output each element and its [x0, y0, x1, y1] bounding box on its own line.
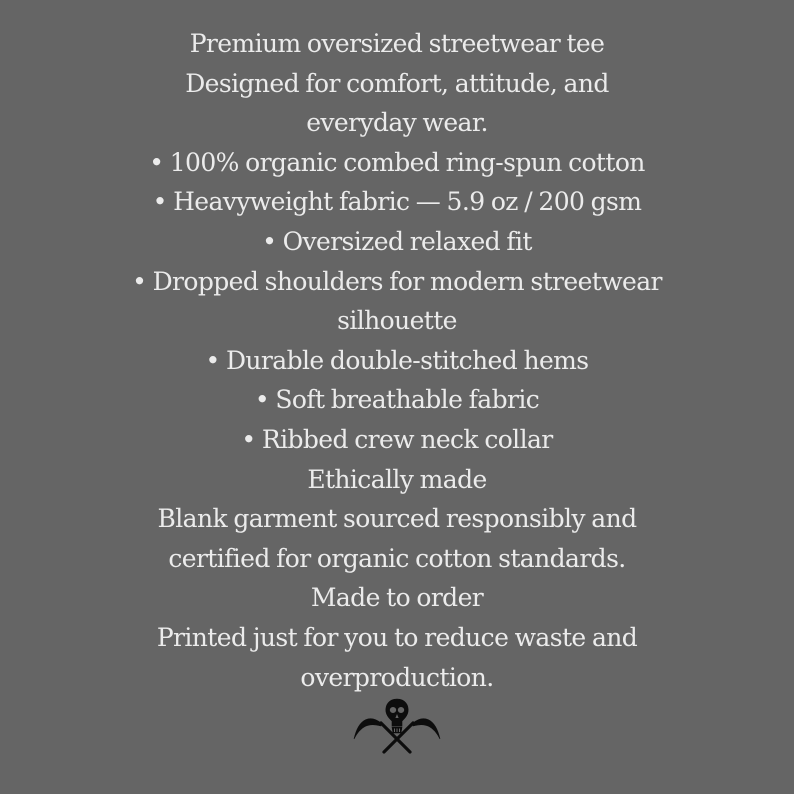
feature-bullet: • Soft breathable fabric — [254, 385, 540, 415]
feature-bullet: • Dropped shoulders for modern streetwear — [132, 266, 662, 296]
section-heading-ethically-made: Ethically made — [307, 464, 487, 494]
description-line-title: Premium oversized streetwear tee — [189, 29, 605, 58]
feature-bullet: • Heavyweight fabric — 5.9 oz / 200 gsm — [152, 187, 642, 217]
section-heading-made-to-order: Made to order — [310, 583, 484, 613]
description-line: Printed just for you to reduce waste and — [156, 622, 638, 652]
description-line: overproduction. — [300, 662, 494, 692]
description-line: certified for organic cotton standards. — [168, 543, 626, 573]
feature-bullet: • Ribbed crew neck collar — [241, 424, 553, 454]
feature-bullet-continuation: silhouette — [337, 306, 457, 336]
feature-bullet: • Oversized relaxed fit — [262, 226, 532, 256]
description-line: Blank garment sourced responsibly and — [157, 504, 637, 534]
feature-bullet: • Durable double-stitched hems — [205, 345, 589, 375]
skull-crossed-scythes-icon — [352, 697, 442, 755]
description-line: everyday wear. — [306, 108, 488, 138]
description-line: Designed for comfort, attitude, and — [185, 68, 609, 98]
feature-bullet: • 100% organic combed ring-spun cotton — [149, 147, 645, 177]
product-description — [0, 24, 794, 697]
